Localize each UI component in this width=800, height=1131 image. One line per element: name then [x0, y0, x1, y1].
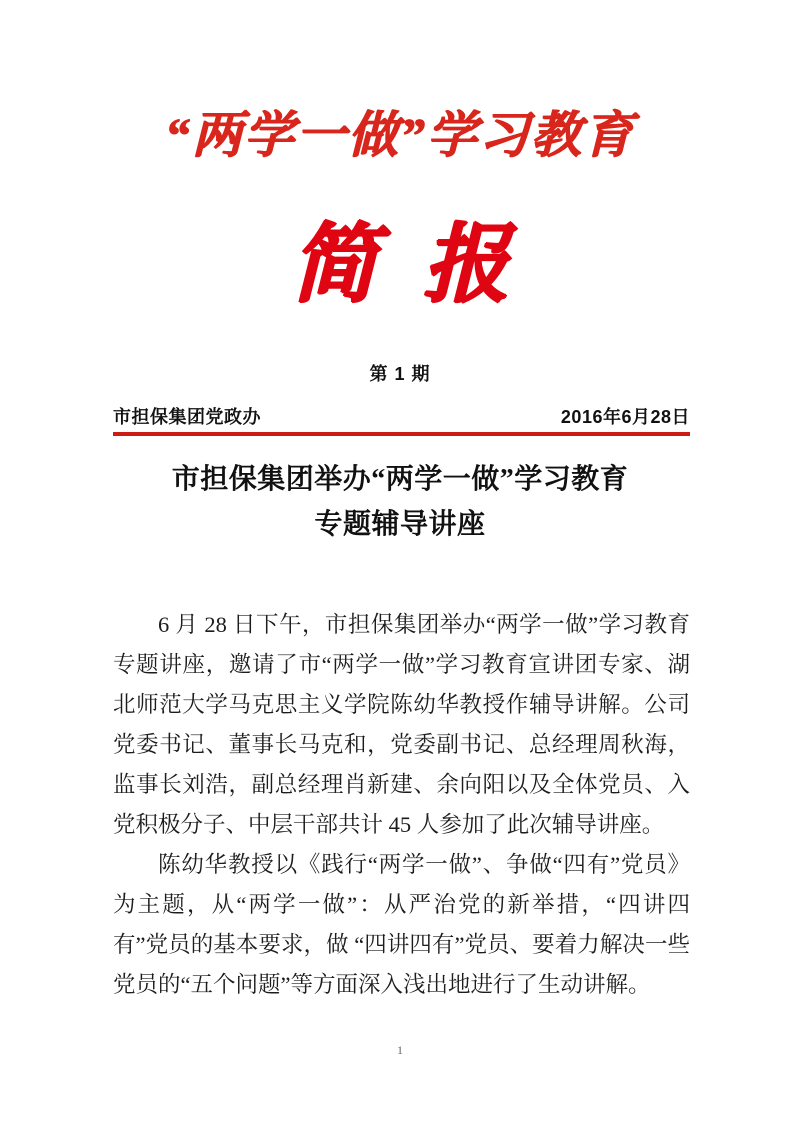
issue-date: 2016年6月28日 — [560, 407, 690, 427]
masthead-title: “两学一做”学习教育 — [165, 107, 635, 163]
page-number: 1 — [397, 1043, 403, 1057]
article-headline-line-1: 市担保集团举办“两学一做”学习教育 — [171, 464, 629, 495]
masthead-bulletin — [0, 212, 800, 318]
masthead-bulletin-char-2: 报 — [423, 217, 509, 313]
article-headline-line-2: 专题辅导讲座 — [314, 509, 486, 540]
article-headline — [100, 457, 700, 547]
masthead-bulletin-char-1: 简 — [291, 217, 377, 313]
article-paragraph-1: 6 月 28 日下午，市担保集团举办“两学一做”学习教育专题讲座，邀请了市“两学一做”学习教育宣讲团专家、湖北师范大学马克思主义学院陈幼华教授作辅导讲解。公司党委书记、董事长马克和，党委副书记、总经理周秋海，监事长刘浩，副总经理肖新建、余向阳以及全体党员、入党积极分子、中层干部共计 45 人参加了此次辅导讲座。 — [113, 612, 690, 837]
masthead-divider-rule — [113, 432, 690, 436]
issue-number: 第 1 期 — [369, 364, 431, 384]
article-paragraph-2: 陈幼华教授以《践行“两学一做”、争做“四有”党员》为主题，从“两学一做”：从严治党的新举措，“四讲四有”党员的基本要求，做 “四讲四有”党员、要着力解决一些党员的“五个问题”等方面深入浅出地进行了生动讲解。 — [113, 852, 690, 997]
masthead-meta-row — [113, 403, 690, 429]
issuing-department: 市担保集团党政办 — [113, 407, 261, 427]
article-body — [113, 605, 690, 1005]
